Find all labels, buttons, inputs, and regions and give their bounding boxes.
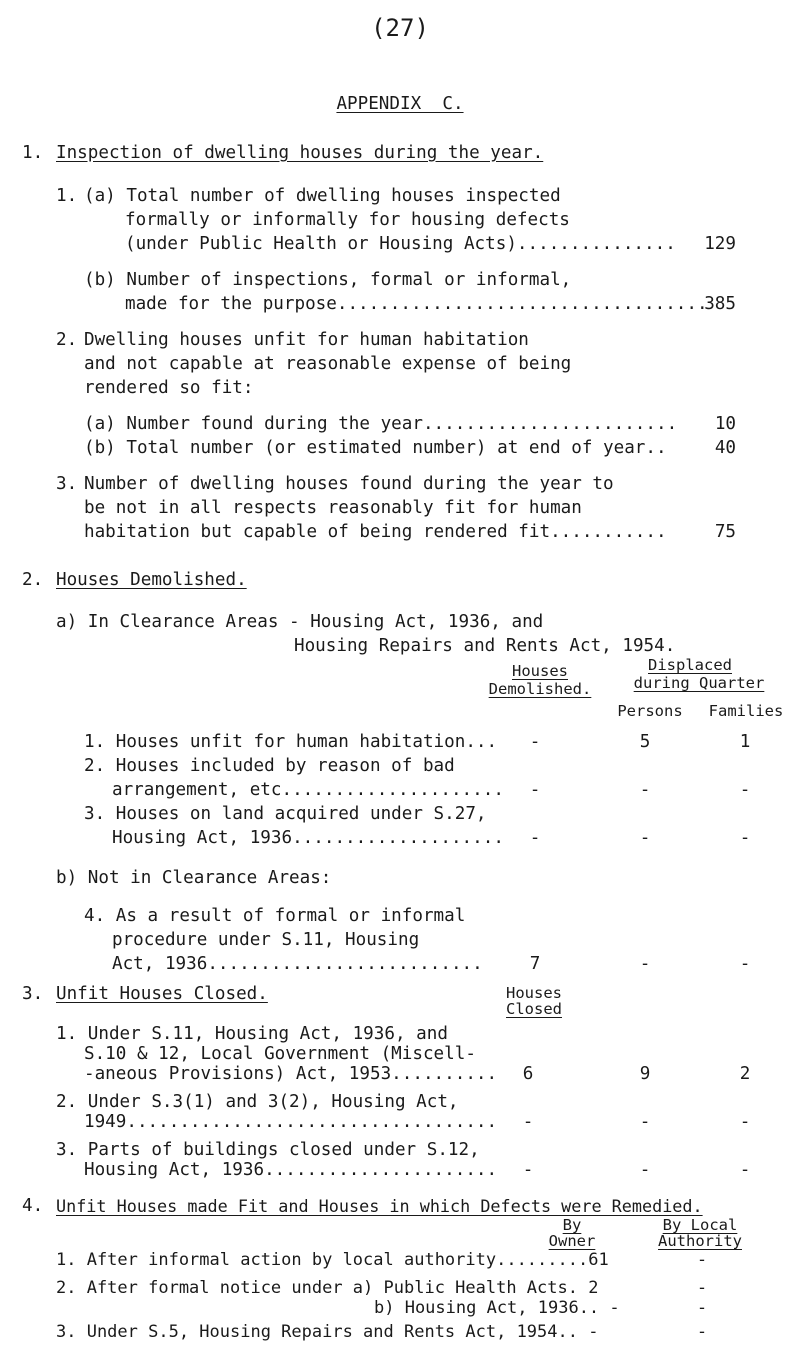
item-2b: (b) Total number (or estimated number) at end of year.. bbox=[84, 438, 667, 458]
item-1b-value: 385 bbox=[704, 294, 736, 314]
remedied-row-3-local-authority: - bbox=[696, 1322, 708, 1342]
closed-row-2-persons: - bbox=[639, 1112, 651, 1132]
clearance-areas-line-2: Housing Repairs and Rents Act, 1954. bbox=[294, 636, 676, 656]
col-houses-closed-label-2: Closed bbox=[506, 1000, 562, 1018]
item-1a-line-2: formally or informally for housing defects bbox=[125, 210, 570, 230]
demolished-row-2-persons: - bbox=[639, 780, 651, 800]
remedied-row-2-line-2: b) Housing Act, 1936.. - bbox=[374, 1298, 620, 1318]
closed-row-1-line-1: 1. Under S.11, Housing Act, 1936, and bbox=[56, 1024, 448, 1044]
section-4-heading: Unfit Houses made Fit and Houses in which Defects were Remedied. bbox=[56, 1196, 703, 1216]
demolished-row-1-families: 1 bbox=[739, 732, 751, 752]
section-4-number: 4. bbox=[22, 1196, 44, 1216]
closed-row-3-line-1: 3. Parts of buildings closed under S.12, bbox=[56, 1140, 480, 1160]
item-2-line-2: and not capable at reasonable expense of being bbox=[84, 354, 572, 374]
demolished-row-3-persons: - bbox=[639, 828, 651, 848]
remedied-row-2-line-1: 2. After formal notice under a) Public Health Acts. 2 bbox=[56, 1278, 599, 1298]
closed-row-3-houses: - bbox=[522, 1160, 534, 1180]
section-3-number: 3. bbox=[22, 984, 44, 1004]
item-1a-line-3: (under Public Health or Housing Acts)............... bbox=[125, 234, 676, 254]
item-1b-line-2: made for the purpose................................... bbox=[125, 294, 708, 314]
col-demolished-label: Demolished. bbox=[488, 680, 592, 698]
closed-row-1-line-3: -aneous Provisions) Act, 1953.......... bbox=[84, 1064, 498, 1084]
demolished-row-1-houses: - bbox=[529, 732, 541, 752]
item-2a: (a) Number found during the year........................ bbox=[84, 414, 678, 434]
demolished-row-2-line-2: arrangement, etc..................... bbox=[112, 780, 504, 800]
item-1a-value: 129 bbox=[704, 234, 736, 254]
page-number: (27) bbox=[371, 14, 429, 42]
section-3-heading: Unfit Houses Closed. bbox=[56, 984, 268, 1004]
closed-row-3-persons: - bbox=[639, 1160, 651, 1180]
demolished-row-4-families: - bbox=[739, 954, 751, 974]
item-3-line-2: be not in all respects reasonably fit for human bbox=[84, 498, 582, 518]
item-3-line-1: Number of dwelling houses found during the year to bbox=[84, 474, 614, 494]
closed-row-2-houses: - bbox=[522, 1112, 534, 1132]
col-families-label: Families bbox=[708, 702, 784, 720]
closed-row-1-families: 2 bbox=[739, 1064, 751, 1084]
section-1-heading: Inspection of dwelling houses during the year. bbox=[56, 143, 544, 163]
col-by-owner-label-1: By bbox=[562, 1216, 582, 1234]
item-3-number: 3. bbox=[56, 474, 78, 494]
col-displaced-label: Displaced bbox=[648, 656, 732, 674]
demolished-row-3-line-1: 3. Houses on land acquired under S.27, bbox=[84, 804, 487, 824]
remedied-row-1-local-authority: - bbox=[696, 1250, 708, 1270]
demolished-row-4-line-1: 4. As a result of formal or informal bbox=[84, 906, 466, 926]
demolished-row-1: 1. Houses unfit for human habitation... bbox=[84, 732, 498, 752]
demolished-row-3-houses: - bbox=[529, 828, 541, 848]
closed-row-2-line-1: 2. Under S.3(1) and 3(2), Housing Act, bbox=[56, 1092, 459, 1112]
item-3-value: 75 bbox=[714, 522, 736, 542]
section-2-heading: Houses Demolished. bbox=[56, 570, 247, 590]
demolished-row-2-houses: - bbox=[529, 780, 541, 800]
item-1a-line-1: (a) Total number of dwelling houses inspected bbox=[84, 186, 561, 206]
item-2a-value: 10 bbox=[714, 414, 736, 434]
item-2-line-1: Dwelling houses unfit for human habitation bbox=[84, 330, 529, 350]
clearance-areas-line-1: a) In Clearance Areas - Housing Act, 1936, and bbox=[56, 612, 544, 632]
item-2-number: 2. bbox=[56, 330, 78, 350]
demolished-row-3-families: - bbox=[739, 828, 751, 848]
demolished-row-2-line-1: 2. Houses included by reason of bad bbox=[84, 756, 455, 776]
remedied-row-3: 3. Under S.5, Housing Repairs and Rents Act, 1954.. - bbox=[56, 1322, 599, 1342]
section-1-number: 1. bbox=[22, 143, 44, 163]
item-1b-line-1: (b) Number of inspections, formal or informal, bbox=[84, 270, 572, 290]
demolished-row-4-persons: - bbox=[639, 954, 651, 974]
closed-row-2-families: - bbox=[739, 1112, 751, 1132]
closed-row-3-families: - bbox=[739, 1160, 751, 1180]
closed-row-1-houses: 6 bbox=[522, 1064, 534, 1084]
remedied-row-2b-local-authority: - bbox=[696, 1298, 708, 1318]
demolished-row-1-persons: 5 bbox=[639, 732, 651, 752]
item-2b-value: 40 bbox=[714, 438, 736, 458]
col-by-local-authority-label-2: Authority bbox=[658, 1232, 742, 1250]
col-houses-label: Houses bbox=[512, 662, 568, 680]
section-2-number: 2. bbox=[22, 570, 44, 590]
col-by-owner-label-2: Owner bbox=[548, 1232, 596, 1250]
remedied-row-1: 1. After informal action by local authority.........61 bbox=[56, 1250, 609, 1270]
demolished-row-2-families: - bbox=[739, 780, 751, 800]
col-persons-label: Persons bbox=[617, 702, 683, 720]
item-3-line-3: habitation but capable of being rendered fit........... bbox=[84, 522, 667, 542]
demolished-row-3-line-2: Housing Act, 1936.................... bbox=[112, 828, 504, 848]
col-houses-closed-label-1: Houses bbox=[506, 984, 562, 1002]
item-2-line-3: rendered so fit: bbox=[84, 378, 254, 398]
demolished-row-4-line-2: procedure under S.11, Housing bbox=[112, 930, 420, 950]
closed-row-1-persons: 9 bbox=[639, 1064, 651, 1084]
item-1-number: 1. bbox=[56, 186, 78, 206]
closed-row-1-line-2: S.10 & 12, Local Government (Miscell- bbox=[84, 1044, 476, 1064]
demolished-row-4-line-3: Act, 1936.......................... bbox=[112, 954, 483, 974]
appendix-title: APPENDIX C. bbox=[336, 94, 464, 114]
remedied-row-2a-local-authority: - bbox=[696, 1278, 708, 1298]
closed-row-2-line-2: 1949................................... bbox=[84, 1112, 498, 1132]
closed-row-3-line-2: Housing Act, 1936...................... bbox=[84, 1160, 498, 1180]
demolished-row-4-houses: 7 bbox=[529, 954, 541, 974]
not-in-clearance-areas: b) Not in Clearance Areas: bbox=[56, 868, 332, 888]
col-during-quarter-label: during Quarter bbox=[633, 674, 765, 692]
col-by-local-authority-label-1: By Local bbox=[662, 1216, 738, 1234]
